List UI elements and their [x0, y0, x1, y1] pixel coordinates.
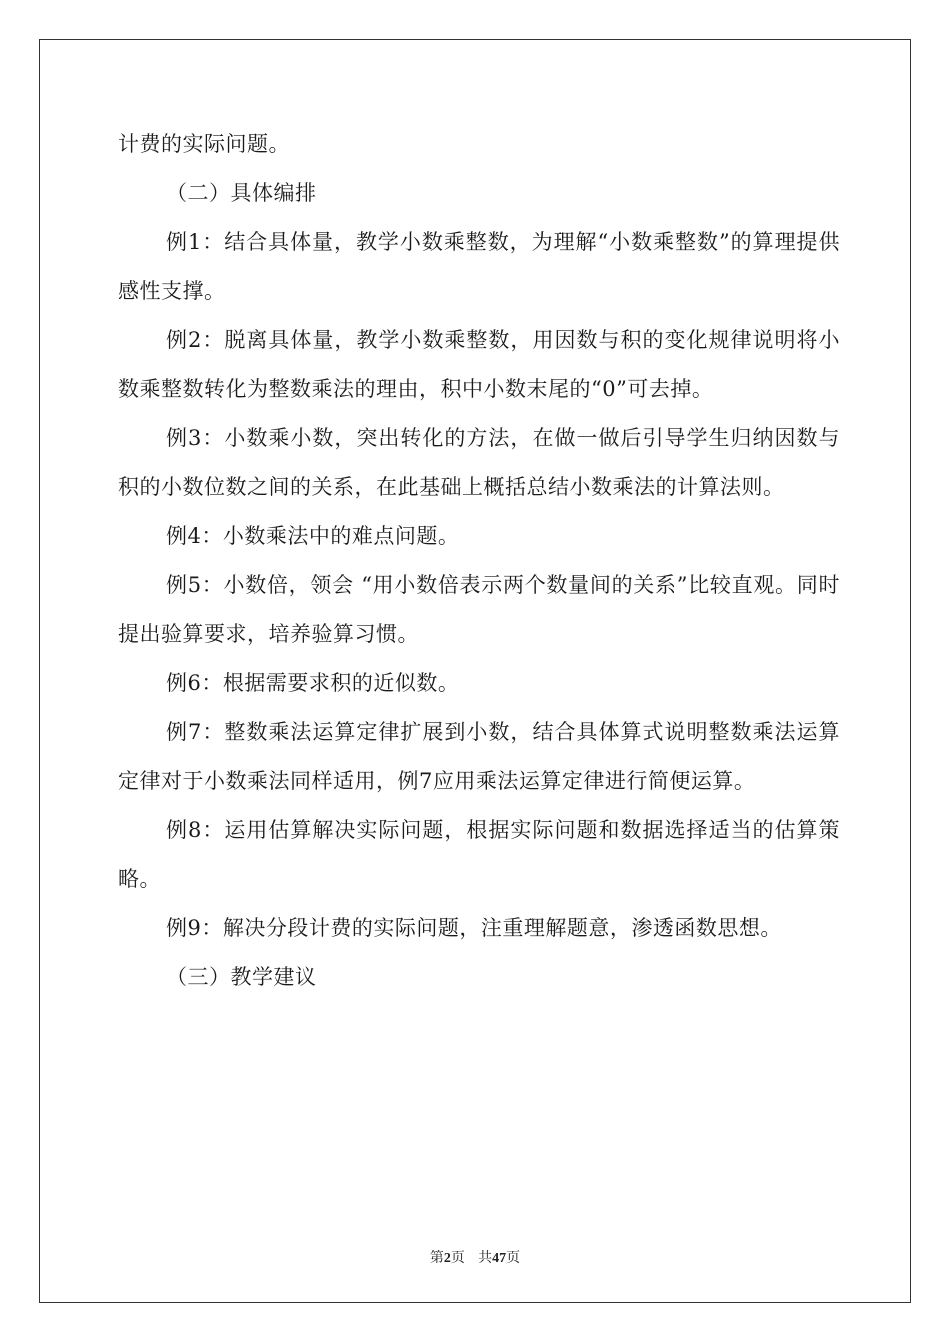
paragraph-example-6: 例6：根据需要求积的近似数。: [166, 671, 460, 695]
section-heading-2: （二）具体编排: [166, 181, 317, 205]
footer-total-pages: 47: [492, 1251, 507, 1266]
paragraph-example-7: 例7：整数乘法运算定律扩展到小数，结合具体算式说明整数乘法运算定律对于小数乘法同样适用，例7应用乘法运算定律进行简便运算。: [118, 720, 840, 793]
paragraph-example-8: 例8：运用估算解决实际问题，根据实际问题和数据选择适当的估算策略。: [118, 818, 840, 891]
section-heading-3: （三）教学建议: [166, 965, 317, 989]
footer-total-prefix: 共: [478, 1250, 493, 1266]
paragraph-example-5: 例5：小数倍，领会 “用小数倍表示两个数量间的关系”比较直观。同时提出验算要求，培养验算习惯。: [118, 573, 840, 646]
paragraph-example-9: 例9：解决分段计费的实际问题，注重理解题意，渗透函数思想。: [166, 916, 782, 940]
footer-page-prefix: 第: [429, 1250, 444, 1266]
document-body: [118, 120, 840, 1002]
paragraph-example-2: 例2：脱离具体量，教学小数乘整数，用因数与积的变化规律说明将小数乘整数转化为整数乘法的理由，积中小数末尾的“0”可去掉。: [118, 328, 840, 401]
paragraph-example-1: 例1：结合具体量，教学小数乘整数，为理解“小数乘整数”的算理提供感性支撑。: [118, 230, 840, 303]
paragraph-example-3: 例3：小数乘小数，突出转化的方法，在做一做后引导学生归纳因数与积的小数位数之间的关系，在此基础上概括总结小数乘法的计算法则。: [118, 426, 840, 499]
footer-total-suffix: 页: [506, 1250, 521, 1266]
footer-page-number: 2: [443, 1251, 451, 1266]
page-footer: [0, 1247, 950, 1267]
paragraph-0: 计费的实际问题。: [118, 132, 290, 156]
paragraph-example-4: 例4：小数乘法中的难点问题。: [166, 524, 460, 548]
footer-page-suffix: 页: [450, 1250, 465, 1266]
